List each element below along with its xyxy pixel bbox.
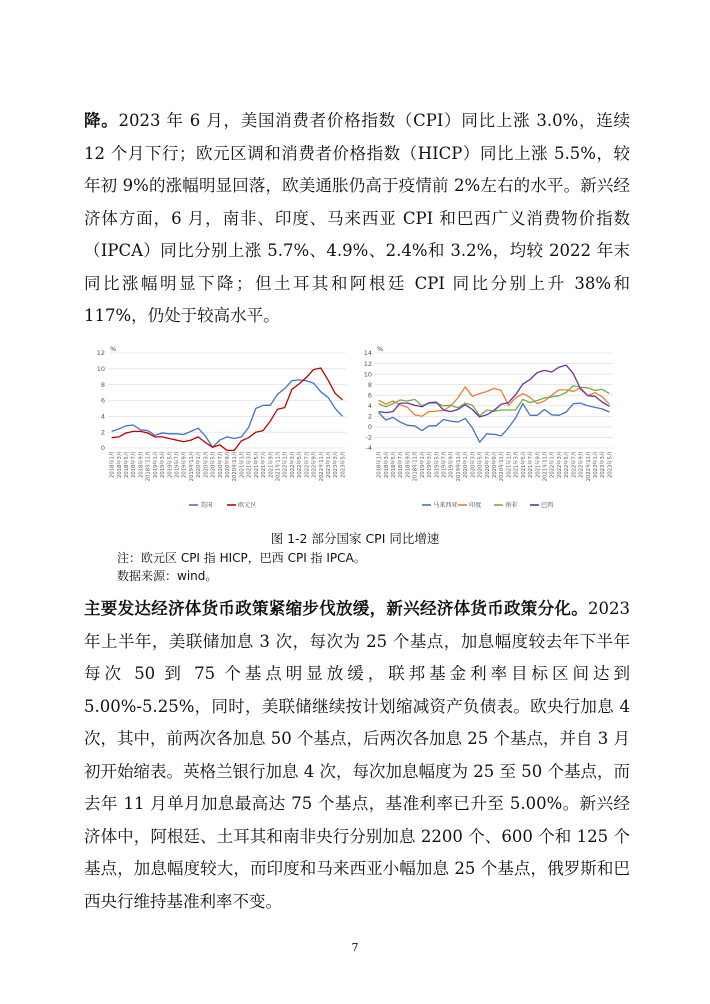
y-tick-label: 10	[96, 365, 105, 374]
y-tick-label: 10	[363, 370, 372, 379]
paragraph-lead: 主要发达经济体货币政策紧缩步伐放缓，新兴经济体货币政策分化。	[84, 599, 588, 618]
series-line-2	[112, 368, 343, 450]
x-tick-label: 2022年9月	[578, 451, 585, 478]
x-tick-label: 2021年3月	[513, 451, 520, 478]
x-tick-label: 2019年1月	[419, 451, 426, 478]
cpi-chart-emerging	[357, 343, 622, 518]
figure-caption: 图 1-2 部分国家 CPI 同比增速	[270, 531, 440, 546]
x-tick-label: 2018年11月	[145, 451, 152, 482]
paragraph-cpi	[84, 105, 630, 333]
x-tick-label: 2023年1月	[592, 451, 599, 478]
y-tick-label: 6	[100, 396, 105, 405]
paragraph-body: 2023 年 6 月，美国消费者价格指数（CPI）同比上涨 3.0%，连续 12 个月下行；欧元区调和消费者价格指数（HICP）同比上涨 5.5%，较年初 9%的涨幅明显回落，欧美通胀仍高于疫情前 2%左右的水平。新兴经济体方面，6 月，南非、印度、马来西亚 CPI 和巴西广义消费物价指数（IPCA）同比分别上涨 5.7%、4.9%、2.4%和 3.2%，均较 2022 年末同比涨幅明显下降；但土耳其和阿根廷 CPI 同比分别上升 38%和 117%，仍处于较高水平。	[84, 111, 631, 325]
x-tick-label: 2018年9月	[138, 451, 145, 478]
page-number: 7	[351, 941, 359, 954]
paragraph-monetary-policy	[84, 593, 630, 918]
figure-source: 数据来源：wind。	[117, 569, 218, 583]
x-tick-label: 2020年1月	[196, 451, 203, 478]
paragraph-lead: 降。	[84, 111, 119, 130]
x-tick-label: 2022年1月	[282, 451, 289, 478]
x-tick-label: 2021年5月	[253, 451, 260, 478]
x-tick-label: 2023年5月	[607, 451, 614, 478]
x-tick-label: 2021年5月	[520, 451, 527, 478]
x-tick-label: 2018年7月	[131, 451, 138, 478]
y-tick-label: 6	[367, 391, 372, 400]
x-tick-label: 2021年7月	[528, 451, 535, 478]
x-tick-label: 2021年11月	[542, 451, 549, 482]
x-tick-label: 2023年1月	[325, 451, 332, 478]
x-tick-label: 2020年3月	[470, 451, 477, 478]
y-tick-label: 12	[96, 349, 105, 358]
x-tick-label: 2022年11月	[318, 451, 325, 482]
y-tick-label: -2	[365, 433, 372, 442]
x-tick-label: 2019年9月	[448, 451, 455, 478]
x-tick-label: 2021年7月	[261, 451, 268, 478]
y-tick-label: 2	[367, 412, 372, 421]
unit-label: %	[377, 345, 384, 353]
y-tick-label: 8	[100, 380, 105, 389]
y-tick-label: 0	[100, 444, 105, 453]
y-tick-label: 12	[363, 359, 372, 368]
series-line-1	[379, 403, 610, 442]
x-tick-label: 2021年11月	[275, 451, 282, 482]
x-tick-label: 2022年7月	[571, 451, 578, 478]
x-tick-label: 2020年5月	[477, 451, 484, 478]
x-tick-label: 2022年11月	[585, 451, 592, 482]
series-line-2	[379, 387, 610, 417]
x-tick-label: 2021年3月	[246, 451, 253, 478]
x-tick-label: 2020年7月	[484, 451, 491, 478]
x-tick-label: 2021年1月	[506, 451, 513, 478]
paragraph-body: 2023 年上半年，美联储加息 3 次，每次为 25 个基点，加息幅度较去年下半年每次 50 到 75 个基点明显放缓，联邦基金利率目标区间达到 5.00%-5.25%，同时，美联储继续按计划缩减资产负债表。欧央行加息 4 次，其中，前两次各加息 50 个基点，后两次各加息 25 个基点，并自 3 月初开始缩表。英格兰银行加息 4 次，每次加息幅度为 25 至 50 个基点，而去年 11 月单月加息最高达 75 个基点，基准利率已升至 5.00%。新兴经济体中，阿根廷、土耳其和南非央行分别加息 2200 个、600 个和 125 个基点，加息幅度较大，而印度和马来西亚小幅加息 25 个基点，俄罗斯和巴西央行维持基准利率不变。	[84, 599, 630, 911]
y-tick-label: -4	[365, 444, 372, 453]
x-tick-label: 2020年11月	[499, 451, 506, 482]
x-tick-label: 2022年5月	[564, 451, 571, 478]
x-tick-label: 2018年1月	[376, 451, 383, 478]
x-tick-label: 2023年3月	[600, 451, 607, 478]
figure-note: 注：欧元区 CPI 指 HICP，巴西 CPI 指 IPCA。	[117, 551, 366, 565]
x-tick-label: 2019年11月	[188, 451, 195, 482]
series-line-1	[112, 380, 343, 447]
x-tick-label: 2018年3月	[116, 451, 123, 478]
x-tick-label: 2022年3月	[289, 451, 296, 478]
y-tick-label: 8	[367, 380, 372, 389]
x-tick-label: 2020年1月	[463, 451, 470, 478]
x-tick-label: 2018年9月	[405, 451, 412, 478]
x-tick-label: 2018年11月	[412, 451, 419, 482]
legend-label: 巴西	[541, 502, 554, 510]
x-tick-label: 2018年3月	[383, 451, 390, 478]
legend-label: 欧元区	[238, 502, 257, 510]
x-tick-label: 2019年5月	[434, 451, 441, 478]
y-tick-label: 0	[367, 423, 372, 432]
x-tick-label: 2020年9月	[492, 451, 498, 478]
x-tick-label: 2021年1月	[239, 451, 246, 478]
x-tick-label: 2023年3月	[333, 451, 340, 478]
x-tick-label: 2019年3月	[160, 451, 167, 478]
x-tick-label: 2020年9月	[225, 451, 231, 478]
x-tick-label: 2020年3月	[203, 451, 210, 478]
unit-label: %	[110, 345, 117, 353]
x-tick-label: 2021年9月	[268, 451, 275, 478]
legend-label: 马来西亚	[433, 502, 458, 510]
legend-label: 美国	[200, 502, 213, 510]
y-tick-label: 14	[363, 349, 372, 358]
x-tick-label: 2019年11月	[455, 451, 462, 482]
legend-label: 南非	[505, 502, 518, 510]
x-tick-label: 2020年7月	[217, 451, 224, 478]
cpi-chart-developed	[90, 343, 355, 518]
x-tick-label: 2018年1月	[109, 451, 116, 478]
x-tick-label: 2022年3月	[556, 451, 563, 478]
x-tick-label: 2018年5月	[391, 451, 398, 478]
x-tick-label: 2018年5月	[124, 451, 131, 478]
x-tick-label: 2018年7月	[398, 451, 405, 478]
x-tick-label: 2019年3月	[427, 451, 434, 478]
x-tick-label: 2019年1月	[152, 451, 159, 478]
x-tick-label: 2022年5月	[297, 451, 304, 478]
x-tick-label: 2019年9月	[181, 451, 188, 478]
x-tick-label: 2023年5月	[340, 451, 347, 478]
y-tick-label: 2	[100, 428, 105, 437]
legend-label: 印度	[469, 502, 482, 510]
x-tick-label: 2019年7月	[441, 451, 448, 478]
x-tick-label: 2022年9月	[311, 451, 318, 478]
x-tick-label: 2019年5月	[167, 451, 174, 478]
x-tick-label: 2020年5月	[210, 451, 217, 478]
x-tick-label: 2021年9月	[535, 451, 542, 478]
x-tick-label: 2022年7月	[304, 451, 311, 478]
x-tick-label: 2020年11月	[232, 451, 239, 482]
x-tick-label: 2022年1月	[549, 451, 556, 478]
x-tick-label: 2019年7月	[174, 451, 181, 478]
y-tick-label: 4	[367, 401, 372, 410]
y-tick-label: 4	[100, 412, 105, 421]
